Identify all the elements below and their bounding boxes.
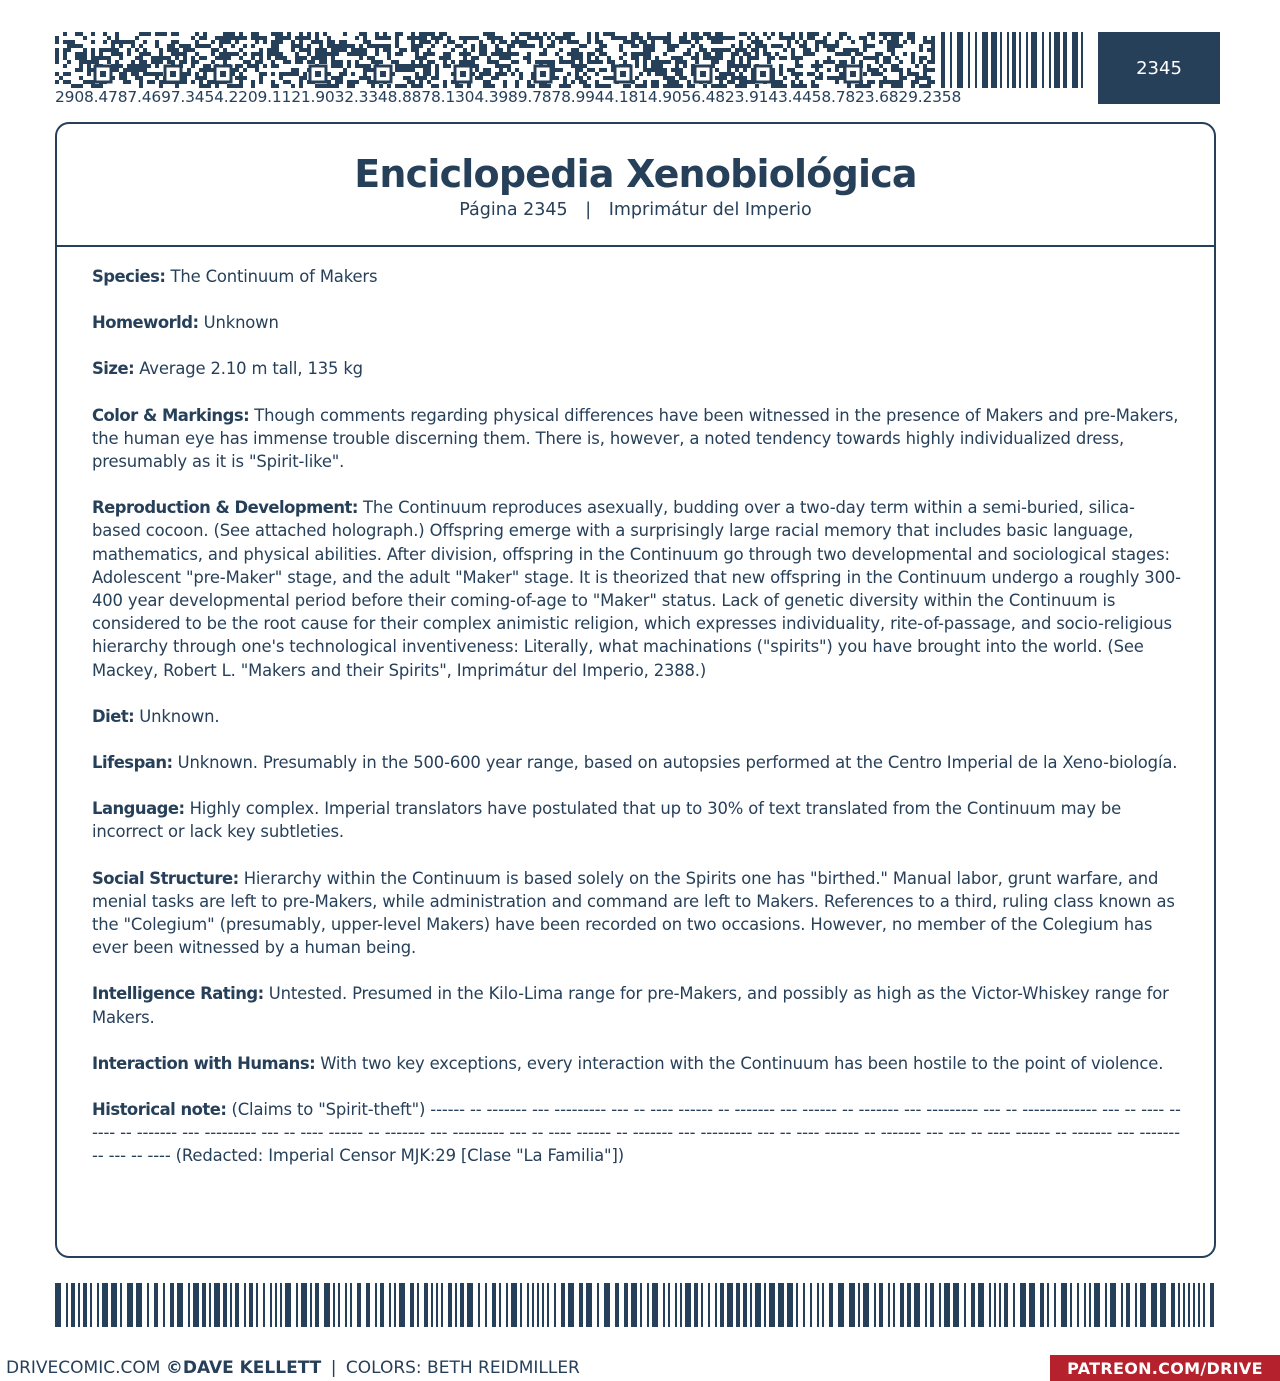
entry-label: Lifespan:: [92, 753, 173, 773]
page-number-badge: 2345: [1098, 32, 1220, 104]
entry-text: The Continuum of Makers: [170, 267, 378, 286]
entry-11: [92, 1098, 1182, 1168]
entry-text: Unknown.: [139, 706, 220, 726]
entry-6: [92, 751, 1182, 774]
entry-8: [92, 867, 1182, 960]
copyright-text: ©DAVE KELLETT: [165, 1358, 322, 1378]
serial-number: 2908.4787.4697.3454.2209.1121.9032.3348.8878.1304.3989.7878.9944.1814.9056.4823.9143.4458.7823.6829.2358: [55, 88, 962, 106]
page-label: Página 2345: [459, 200, 568, 220]
entry-text: The Continuum reproduces asexually, budding over a two-day term within a semi-buried, silica-based cocoon. (See attached holograph.) Offspring emerge with a surprisingly large racial memory that includes basic language, mathematics, and physical abilities. After division, offspring in the Continuum go through two developmental and sociological stages: Adolescent "pre-Maker" stage, and the adult "Maker" stage. It is theorized that new offspring in the Continuum undergo a roughly 300-400 year developmental period before their coming-of-age to "Maker" status. Lack of genetic diversity within the Continuum is considered to be the root cause for their complex animistic religion, which expresses individuality, rite-of-passage, and socio-religious hierarchy through one's technological inventiveness: Literally, what machinations ("spirits") you have brought into the world. (See Mackey, Robert L. "Makers and their Spirits", Imprimátur del Imperio, 2388.): [92, 498, 1181, 680]
entry-label: Historical note:: [92, 1100, 227, 1120]
footer-credits: [6, 1356, 580, 1380]
entry-text: Though comments regarding physical differences have been witnessed in the presence of Makers and pre-Makers, the human eye has immense trouble discerning them. There is, however, a noted tendency towards highly individualized dress, presumably as it is "Spirit-like".: [92, 405, 1179, 472]
entry-text: Hierarchy within the Continuum is based solely on the Spirits one has "birthed." Manual labor, grunt warfare, and menial tasks are left to pre-Makers, while administration and command are left to Makers. References to a third, ruling class known as the "Colegium" (presumably, upper-level Makers) have been recorded on two occasions. However, no member of the Colegium has ever been witnessed by a human being.: [92, 868, 1175, 958]
qr-code-strip: [55, 32, 937, 88]
entry-label: Homeworld:: [92, 313, 199, 333]
entry-text: (Claims to "Spirit-theft") ------ -- ------- --- --------- --- -- ---- ------ -- ------- --- ------ -- ------- --- --------- --- -- ------------- --- -- ---- ------ -- ------- --- --------- --- -- ---- ------ -- ------- --- --------- --- -- ---- ------ -- ------- --- --------- --- -- ---- ------ -- ------- --- --- -- ---- ------ -- ------- --- --------- --- -- ---- (Redacted: Imperial Censor MJK:29 [Clase "La Familia"]): [92, 1100, 1181, 1166]
entry-text: Unknown. Presumably in the 500-600 year range, based on autopsies performed at the Centro Imperial de la Xeno-biología.: [177, 753, 1178, 773]
colors-credit: COLORS: BETH REIDMILLER: [345, 1358, 580, 1378]
subtitle-separator: |: [585, 200, 592, 220]
document-title: Enciclopedia Xenobiológica: [354, 152, 917, 196]
entry-0: [92, 265, 1182, 288]
entry-label: Size:: [92, 359, 135, 379]
entry-list: [57, 247, 1214, 1168]
entry-7: [92, 797, 1182, 843]
site-link[interactable]: DRIVECOMIC.COM: [6, 1358, 161, 1378]
patreon-link[interactable]: PATREON.COM/DRIVE: [1050, 1355, 1280, 1381]
entry-text: Average 2.10 m tall, 135 kg: [139, 359, 363, 379]
entry-label: Diet:: [92, 706, 135, 726]
entry-text: Unknown: [203, 313, 279, 333]
bottom-barcode: [55, 1283, 1220, 1327]
entry-10: [92, 1052, 1182, 1075]
entry-label: Reproduction & Development:: [92, 498, 358, 518]
card-header: [57, 124, 1214, 247]
entry-text: Untested. Presumed in the Kilo-Lima range for pre-Makers, and possibly as high as the Victor-Whiskey range for Makers.: [92, 984, 1169, 1027]
header-strip: [55, 32, 1220, 104]
entry-label: Intelligence Rating:: [92, 984, 264, 1004]
entry-5: [92, 705, 1182, 728]
entry-text: Highly complex. Imperial translators have postulated that up to 30% of text translated from the Continuum may be incorrect or lack key subtleties.: [92, 799, 1122, 842]
top-barcode: [941, 32, 1083, 88]
entry-2: [92, 357, 1182, 380]
publisher-label: Imprimátur del Imperio: [608, 200, 812, 220]
entry-text: With two key exceptions, every interaction with the Continuum has been hostile to the point of violence.: [320, 1053, 1164, 1073]
entry-label: Species:: [92, 267, 166, 286]
entry-1: [92, 311, 1182, 334]
entry-label: Color & Markings:: [92, 405, 250, 425]
document-subtitle: [57, 199, 1214, 221]
entry-4: [92, 496, 1182, 682]
entry-label: Social Structure:: [92, 868, 239, 888]
entry-label: Language:: [92, 799, 185, 819]
entry-3: [92, 404, 1182, 474]
entry-label: Interaction with Humans:: [92, 1053, 316, 1073]
entry-9: [92, 982, 1182, 1028]
footer-separator: |: [330, 1358, 337, 1378]
encyclopedia-card: [55, 122, 1216, 1258]
